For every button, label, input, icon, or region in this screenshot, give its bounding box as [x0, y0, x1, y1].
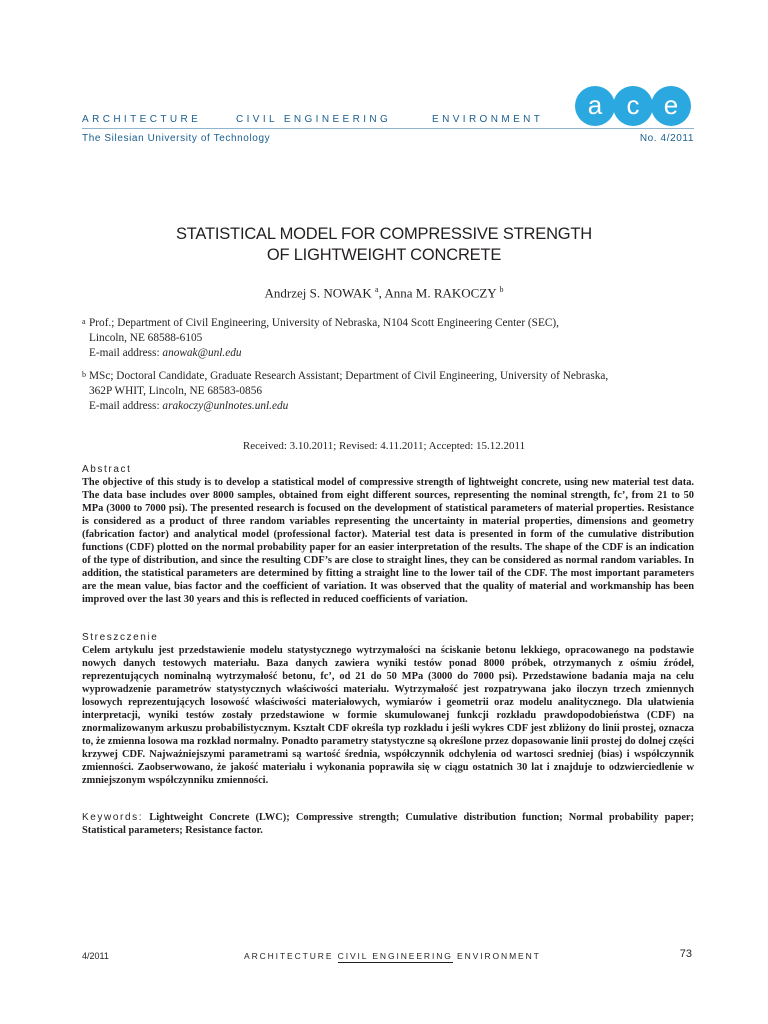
logo-letter-c: c — [626, 90, 640, 120]
affiliation-a-mark: a — [82, 317, 86, 326]
header-word-architecture: ARCHITECTURE — [82, 114, 202, 125]
paper-title — [80, 224, 688, 266]
affiliation-a — [82, 316, 682, 361]
header-rule — [82, 128, 694, 129]
affiliation-a-email-label: E-mail address: — [89, 347, 160, 359]
university-name: The Silesian University of Technology — [82, 133, 271, 144]
affiliation-a-line2: Lincoln, NE 68588-6105 — [89, 332, 203, 344]
affiliation-a-line1: Prof.; Department of Civil Engineering, University of Nebraska, N104 Scott Engineering Center (SEC), — [89, 317, 559, 329]
abstract-heading: Abstract — [82, 464, 132, 475]
paper-title-line1: STATISTICAL MODEL FOR COMPRESSIVE STRENGTH — [175, 225, 593, 243]
footer-issue: 4/2011 — [82, 951, 109, 961]
footer-word-civil-engineering: CIVIL ENGINEERING — [337, 951, 453, 961]
affiliation-b — [82, 369, 682, 414]
footer-journal — [244, 951, 541, 963]
keywords — [82, 811, 694, 837]
journal-logo — [574, 84, 694, 128]
footer-word-environment: ENVIRONMENT — [457, 951, 541, 961]
affiliation-b-line1: MSc; Doctoral Candidate, Graduate Research Assistant; Department of Civil Engineering, University of Nebraska, — [89, 370, 609, 382]
logo-letter-e: e — [663, 90, 679, 120]
affiliation-a-email-row — [82, 346, 682, 361]
abstract-text: The objective of this study is to develop a statistical model of compressive strength of lightweight concrete, using new material test data. The data base includes over 8000 samples, obtained from eight different sources, representing the nominal strength, fc’, from 21 to 50 MPa (3000 to 7000 psi). The presented research is focused on the development of statistical parameters of material properties. Resistance is considered as a product of three random variables representing the uncertainty in material properties, dimensions and geometry (fabrication factor) and analytical model (professional factor). Material test data is presented in form of the cumulative distribution functions (CDF) plotted on the normal probability paper for an easier interpretation of the results. The shape of the CDF is an indication of the type of distribution, and since the resulting CDF’s are close to straight lines, they can be considered as normal random variables. In addition, the statistical parameters are determined by fitting a straight line to the lower tail of the CDF. The most important parameters are the mean value, bias factor and the coefficient of variation. It was observed that the quality of material and workmanship has been improved over the last 30 years and this is reflected in reduced coefficients of variation. — [82, 477, 694, 605]
authors: Andrzej S. NOWAK $^a$, Anna M. RAKOCZY $^b$ — [264, 285, 504, 301]
streszczenie-heading: Streszczenie — [82, 632, 159, 643]
affiliation-b-email-label: E-mail address: — [89, 400, 160, 412]
received-dates: Received: 3.10.2011; Revised: 4.11.2011; Accepted: 15.12.2011 — [242, 440, 526, 452]
footer-word-architecture: ARCHITECTURE — [244, 951, 334, 961]
issue-number: No. 4/2011 — [639, 133, 694, 144]
author-2-mark: b — [499, 285, 504, 294]
paper-title-line2: OF LIGHTWEIGHT CONCRETE — [266, 246, 502, 264]
header-word-civil-engineering: CIVIL ENGINEERING — [236, 114, 392, 125]
affiliation-b-mark: b — [82, 370, 86, 379]
logo-letter-a: a — [587, 90, 603, 120]
affiliation-b-email-row — [82, 399, 682, 414]
affiliation-b-line2: 362P WHIT, Lincoln, NE 68583-0856 — [89, 385, 262, 397]
page-number: 73 — [679, 948, 692, 960]
keywords-label: Keywords: — [82, 812, 144, 823]
keywords-text: Lightweight Concrete (LWC); Compressive strength; Cumulative distribution function; Normal probability paper; Statistical parameters; Resistance factor. — [82, 812, 695, 836]
streszczenie-text: Celem artykulu jest przedstawienie modelu statystycznego wytrzymałości na ściskanie betonu lekkiego, opracowanego na podstawie nowych danych testowych materiału. Baza danych zawiera wyniki testów ponad 8000 próbek, otrzymanych z ośmiu źródeł, reprezentujących nominalną wytrzymałość betonu, fc’, od 21 do 50 MPa (3000 do 7000 psi). Przedstawione badania maja na celu wyprowadzenie parametrów statystycznych właściwości materiału. Wytrzymałość jest rozpatrywana jako iloczyn trzech zmiennych losowych reprezentujących losowość właściwości materiałowych, wymiarów i geometrii oraz modelu analitycznego. Dla ułatwienia interpretacji, wyniki testów zostały przedstawione w formie skumulowanej funkcji rozkładu prawdopodobieństwa (CDF) na znormalizowanym arkuszu probabilistycznym. Kształt CDF określa typ rozkładu i jeśli wykres CDF jest zbliżony do linii prostej, oznacza to, że zmienna losowa ma rozkład normalny. Ponadto parametry statystyczne są określone przez dopasowanie linii prostej do dolnej części krzywej CDF. Najważniejszymi parametrami są wartość średnia, współczynnik odchylenia od wartosci sredniej (bias) i współczynnik zmienności. Zaobserwowano, że jakość materiału i wykonania poprawiła się w ciągu ostatnich 30 lat i znajduje to odzwierciedlenie w zmniejszonym współczynniku zmienności. — [82, 645, 694, 786]
header-word-environment: ENVIRONMENT — [432, 114, 544, 125]
author-1-mark: a — [375, 285, 379, 294]
affiliation-a-email[interactable]: anowak@unl.edu — [162, 347, 242, 359]
affiliation-b-email[interactable]: arakoczy@unlnotes.unl.edu — [162, 400, 289, 412]
author-1: Andrzej S. NOWAK — [264, 285, 372, 301]
author-2: Anna M. RAKOCZY — [384, 285, 497, 301]
